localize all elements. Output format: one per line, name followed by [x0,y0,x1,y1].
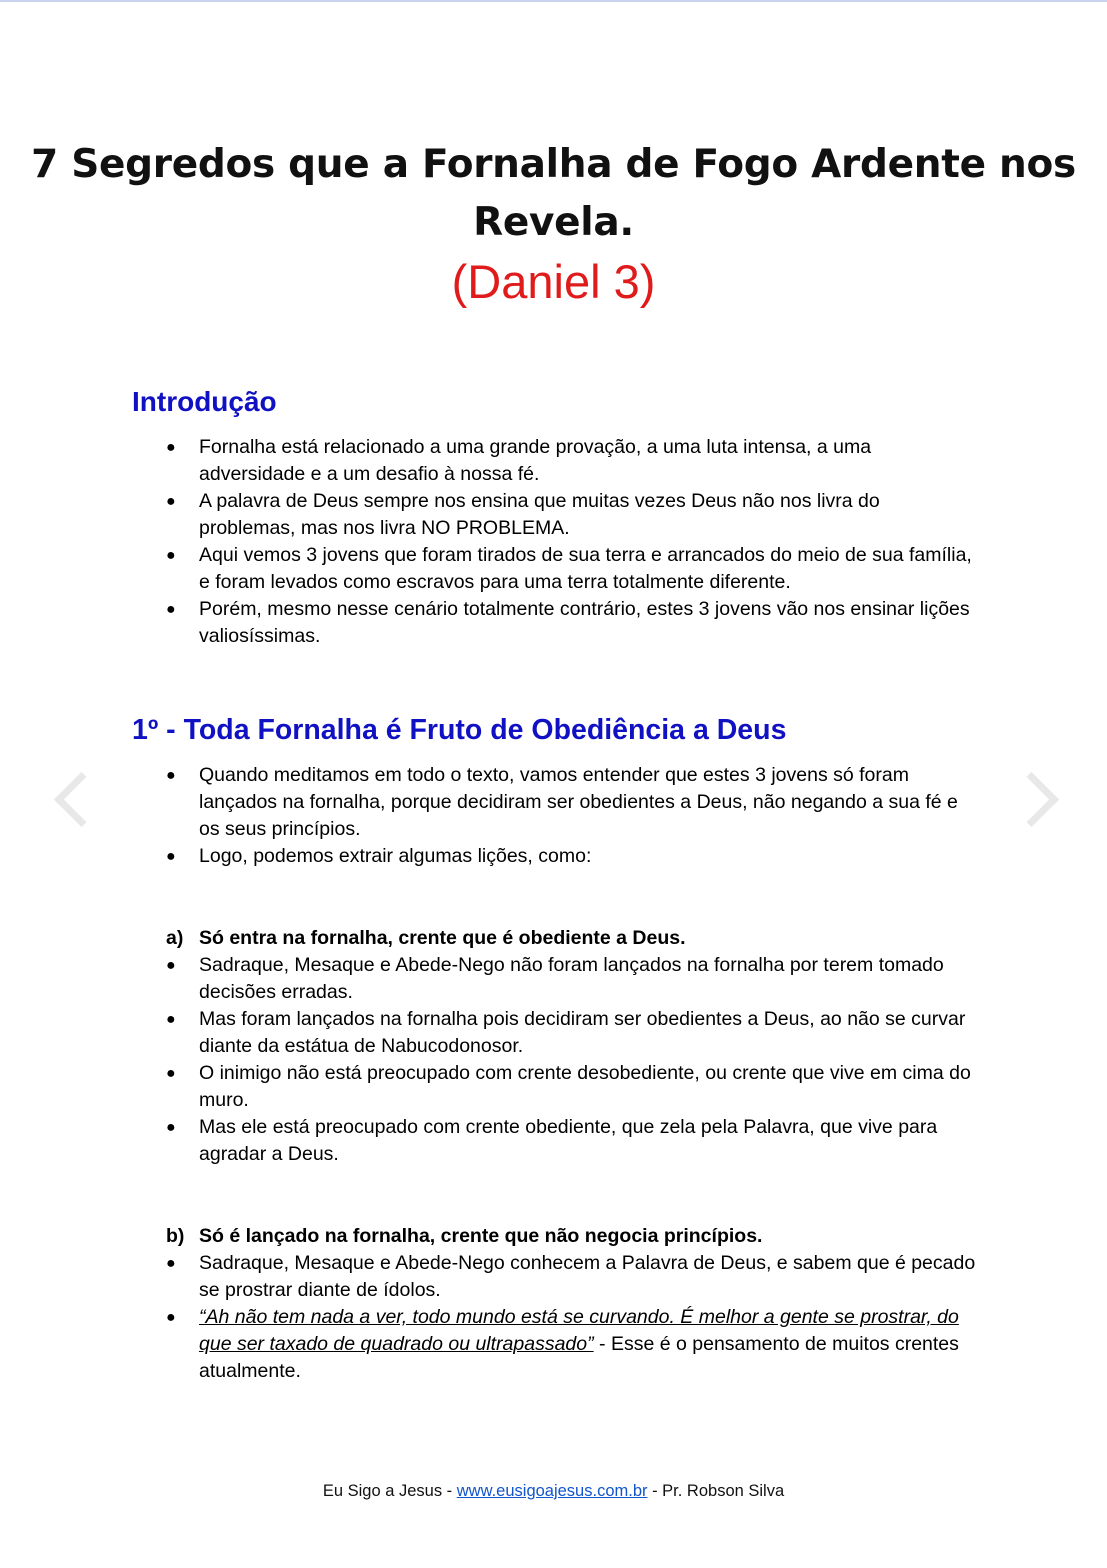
footer-author: - Pr. Robson Silva [647,1482,785,1500]
section-1-list [0,762,1107,870]
list-item: ● Porém, mesmo nesse cenário totalmente contrário, estes 3 jovens vão nos ensinar lições valiosíssimas. [166,598,970,647]
bullet-icon: ● [166,601,176,618]
quote-rest: - Esse é o pensamento de muitos crentes atualmente. [199,1333,959,1382]
point-a-letter: a) [166,927,184,949]
section-1-heading: 1º - Toda Fornalha é Fruto de Obediência a Deus [132,714,787,746]
bullet-icon: ● [166,1011,176,1028]
point-b-text: Só é lançado na fornalha, crente que não negocia princípios. [199,1225,763,1247]
list-item: ● O inimigo não está preocupado com crente desobediente, ou crente que vive em cima do muro. [166,1062,971,1111]
list-item: ● Fornalha está relacionado a uma grande provação, a uma luta intensa, a uma adversidade e a um desafio à nossa fé. [166,436,872,485]
bullet-icon: ● [166,547,176,564]
list-item: ● Logo, podemos extrair algumas lições, como: [0,843,979,870]
list-item: ● Mas ele está preocupado com crente obediente, que zela pela Palavra, que vive para agradar a Deus. [166,1116,938,1165]
quote-text: “Ah não tem nada a ver, todo mundo está se curvando. É melhor a gente se prostrar, do que ser taxado de quadrado ou ultrapassado” [199,1306,959,1355]
bullet-icon: ● [166,957,176,974]
page-subtitle: (Daniel 3) [451,255,656,308]
point-a-text: Só entra na fornalha, crente que é obediente a Deus. [199,927,686,949]
list-item: ● Mas foram lançados na fornalha pois decidiram ser obedientes a Deus, ao não se curvar diante da estátua de Nabucodonosor. [166,1008,966,1057]
intro-list [0,434,1107,650]
list-item: ● Sadraque, Mesaque e Abede-Nego não foram lançados na fornalha por terem tomado decisões erradas. [166,954,944,1003]
list-item: ● Sadraque, Mesaque e Abede-Nego conhecem a Palavra de Deus, e sabem que é pecado se prostrar diante de ídolos. [166,1252,976,1301]
point-b-letter: b) [166,1225,185,1247]
footer-site-name: Eu Sigo a Jesus - [322,1482,457,1500]
page-footer [0,1479,1107,1503]
bullet-icon: ● [166,848,176,865]
bullet-icon: ● [166,1309,176,1326]
point-a-list [0,952,1107,1168]
bullet-icon: ● [166,439,176,456]
bullet-icon: ● [166,1255,176,1272]
bullet-icon: ● [166,493,176,510]
list-item: ● Quando meditamos em todo o texto, vamos entender que estes 3 jovens só foram lançados na fornalha, porque decidiram ser obedientes a Deus, não negando a sua fé e os seus princípios. [166,764,958,840]
point-b-list [0,1250,1107,1385]
list-item [0,1304,979,1385]
bullet-icon: ● [166,1065,176,1082]
bullet-icon: ● [166,767,176,784]
list-item: ● A palavra de Deus sempre nos ensina que muitas vezes Deus não nos livra do problemas, mas nos livra NO PROBLEMA. [166,490,880,539]
footer-link[interactable]: www.eusigoajesus.com.br [456,1482,648,1500]
bullet-icon: ● [166,1119,176,1136]
page-title: 7 Segredos que a Fornalha de Fogo Ardente nos Revela. [31,142,1076,245]
list-item: ● Aqui vemos 3 jovens que foram tirados de sua terra e arrancados do meio de sua família, e foram levados como escravos para uma terra totalmente diferente. [166,544,972,593]
intro-heading: Introdução [132,386,277,417]
